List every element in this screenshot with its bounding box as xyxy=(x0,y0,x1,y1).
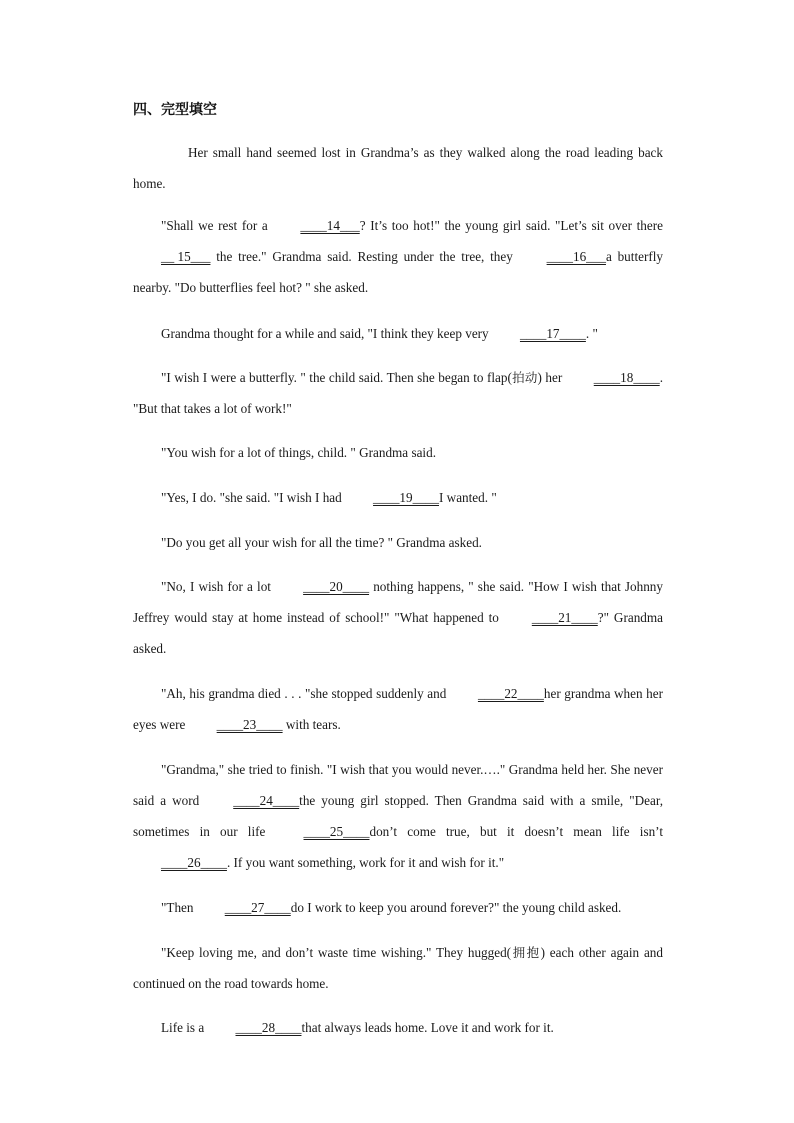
paragraph-text: "Shall we rest for a xyxy=(161,218,273,233)
section-heading: 四、完型填空 xyxy=(133,102,217,118)
answer-blank-16[interactable]: ____16___ xyxy=(546,249,606,264)
paragraph-text: ) her xyxy=(537,370,566,385)
paragraph-text: "I wish I were a butterfly. " the child said. Then she began to flap( xyxy=(161,370,512,385)
paragraph-q20-21 xyxy=(133,571,663,664)
paragraph-text: "Ah, his grandma died . . . "she stopped suddenly and xyxy=(161,686,450,701)
paragraph-text: . If you want something, work for it and wish for it." xyxy=(226,855,505,870)
paragraph-q14-16 xyxy=(133,210,663,303)
paragraph-q27 xyxy=(133,892,663,923)
paragraph-text: the tree." Grandma said. Resting under the tree, they xyxy=(210,249,519,264)
paragraph-text: Life is a xyxy=(161,1020,208,1035)
paragraph-text: that always leads home. Love it and work for it. xyxy=(301,1020,554,1035)
answer-blank-14[interactable]: ____14___ xyxy=(300,218,360,233)
answer-blank-15[interactable]: __ 15___ xyxy=(161,249,211,264)
paragraph-text: ) each other again and continued on the road towards home. xyxy=(133,945,663,991)
paragraph-text: ? It’s too hot!" the young girl said. "Let’s sit over there xyxy=(359,218,663,233)
answer-blank-19[interactable]: ____19____ xyxy=(373,490,439,505)
paragraph-text: . "But that takes a lot of work!" xyxy=(133,370,663,416)
paragraph-grandma-asks xyxy=(133,527,663,558)
paragraph-text: "No, I wish for a lot xyxy=(161,579,276,594)
paragraph-text: "Grandma," she tried to finish. "I wish that you would never.…." Grandma held her. She never said a word xyxy=(133,762,663,808)
paragraph-q28 xyxy=(133,1012,663,1043)
answer-blank-26[interactable]: ____26____ xyxy=(161,855,227,870)
paragraph-text: ?" Grandma asked. xyxy=(133,610,663,656)
answer-blank-27[interactable]: ____27____ xyxy=(224,900,291,915)
paragraph-text: "Keep loving me, and don’t waste time wishing." They hugged( xyxy=(161,945,512,960)
paragraph-text: "You wish for a lot of things, child. " Grandma said. xyxy=(161,445,436,460)
paragraph-hug xyxy=(133,937,663,999)
chinese-gloss: 拥抱 xyxy=(511,945,541,960)
answer-blank-25[interactable]: ____25____ xyxy=(303,824,370,839)
paragraph-text: Her small hand seemed lost in Grandma’s as they walked along the road leading back home. xyxy=(133,145,663,191)
paragraph-text: nothing happens, " she said. "How I wish that Johnny Jeffrey would stay at home instead of school!" "What happened to xyxy=(133,579,663,625)
paragraph-text: don’t come true, but it doesn’t mean life isn’t xyxy=(369,824,663,839)
paragraph-grandma-says xyxy=(133,437,663,468)
answer-blank-23[interactable]: ____23____ xyxy=(216,717,283,732)
chinese-gloss: 拍动 xyxy=(511,370,538,385)
paragraph-intro xyxy=(133,137,663,199)
paragraph-text: her grandma when her eyes were xyxy=(133,686,663,732)
paragraph-q19 xyxy=(133,482,663,513)
paragraph-text: the young girl stopped. Then Grandma said with a smile, "Dear, sometimes in our life xyxy=(133,793,664,839)
answer-blank-17[interactable]: ____17____ xyxy=(519,326,586,341)
paragraph-text: "Do you get all your wish for all the time? " Grandma asked. xyxy=(161,535,482,550)
answer-blank-28[interactable]: ____28____ xyxy=(235,1020,302,1035)
paragraph-text: I wanted. " xyxy=(438,490,497,505)
paragraph-q24-26 xyxy=(133,754,663,878)
answer-blank-24[interactable]: ____24____ xyxy=(233,793,300,808)
answer-blank-21[interactable]: ____21____ xyxy=(531,610,598,625)
paragraph-text: "Yes, I do. "she said. "I wish I had xyxy=(161,490,346,505)
paragraph-text: "Then xyxy=(161,900,197,915)
paragraph-q17 xyxy=(133,318,663,349)
paragraph-q18 xyxy=(133,362,663,424)
paragraph-text: do I work to keep you around forever?" the young child asked. xyxy=(290,900,622,915)
paragraph-text: . " xyxy=(585,326,598,341)
answer-blank-22[interactable]: ____22____ xyxy=(477,686,544,701)
answer-blank-18[interactable]: ____18____ xyxy=(593,370,660,385)
paragraph-text: a butterfly nearby. "Do butterflies feel hot? " she asked. xyxy=(133,249,663,295)
paragraph-text: with tears. xyxy=(282,717,341,732)
answer-blank-20[interactable]: ____20____ xyxy=(303,579,370,594)
paragraph-q22-23 xyxy=(133,678,663,740)
paragraph-text: Grandma thought for a while and said, "I think they keep very xyxy=(161,326,492,341)
